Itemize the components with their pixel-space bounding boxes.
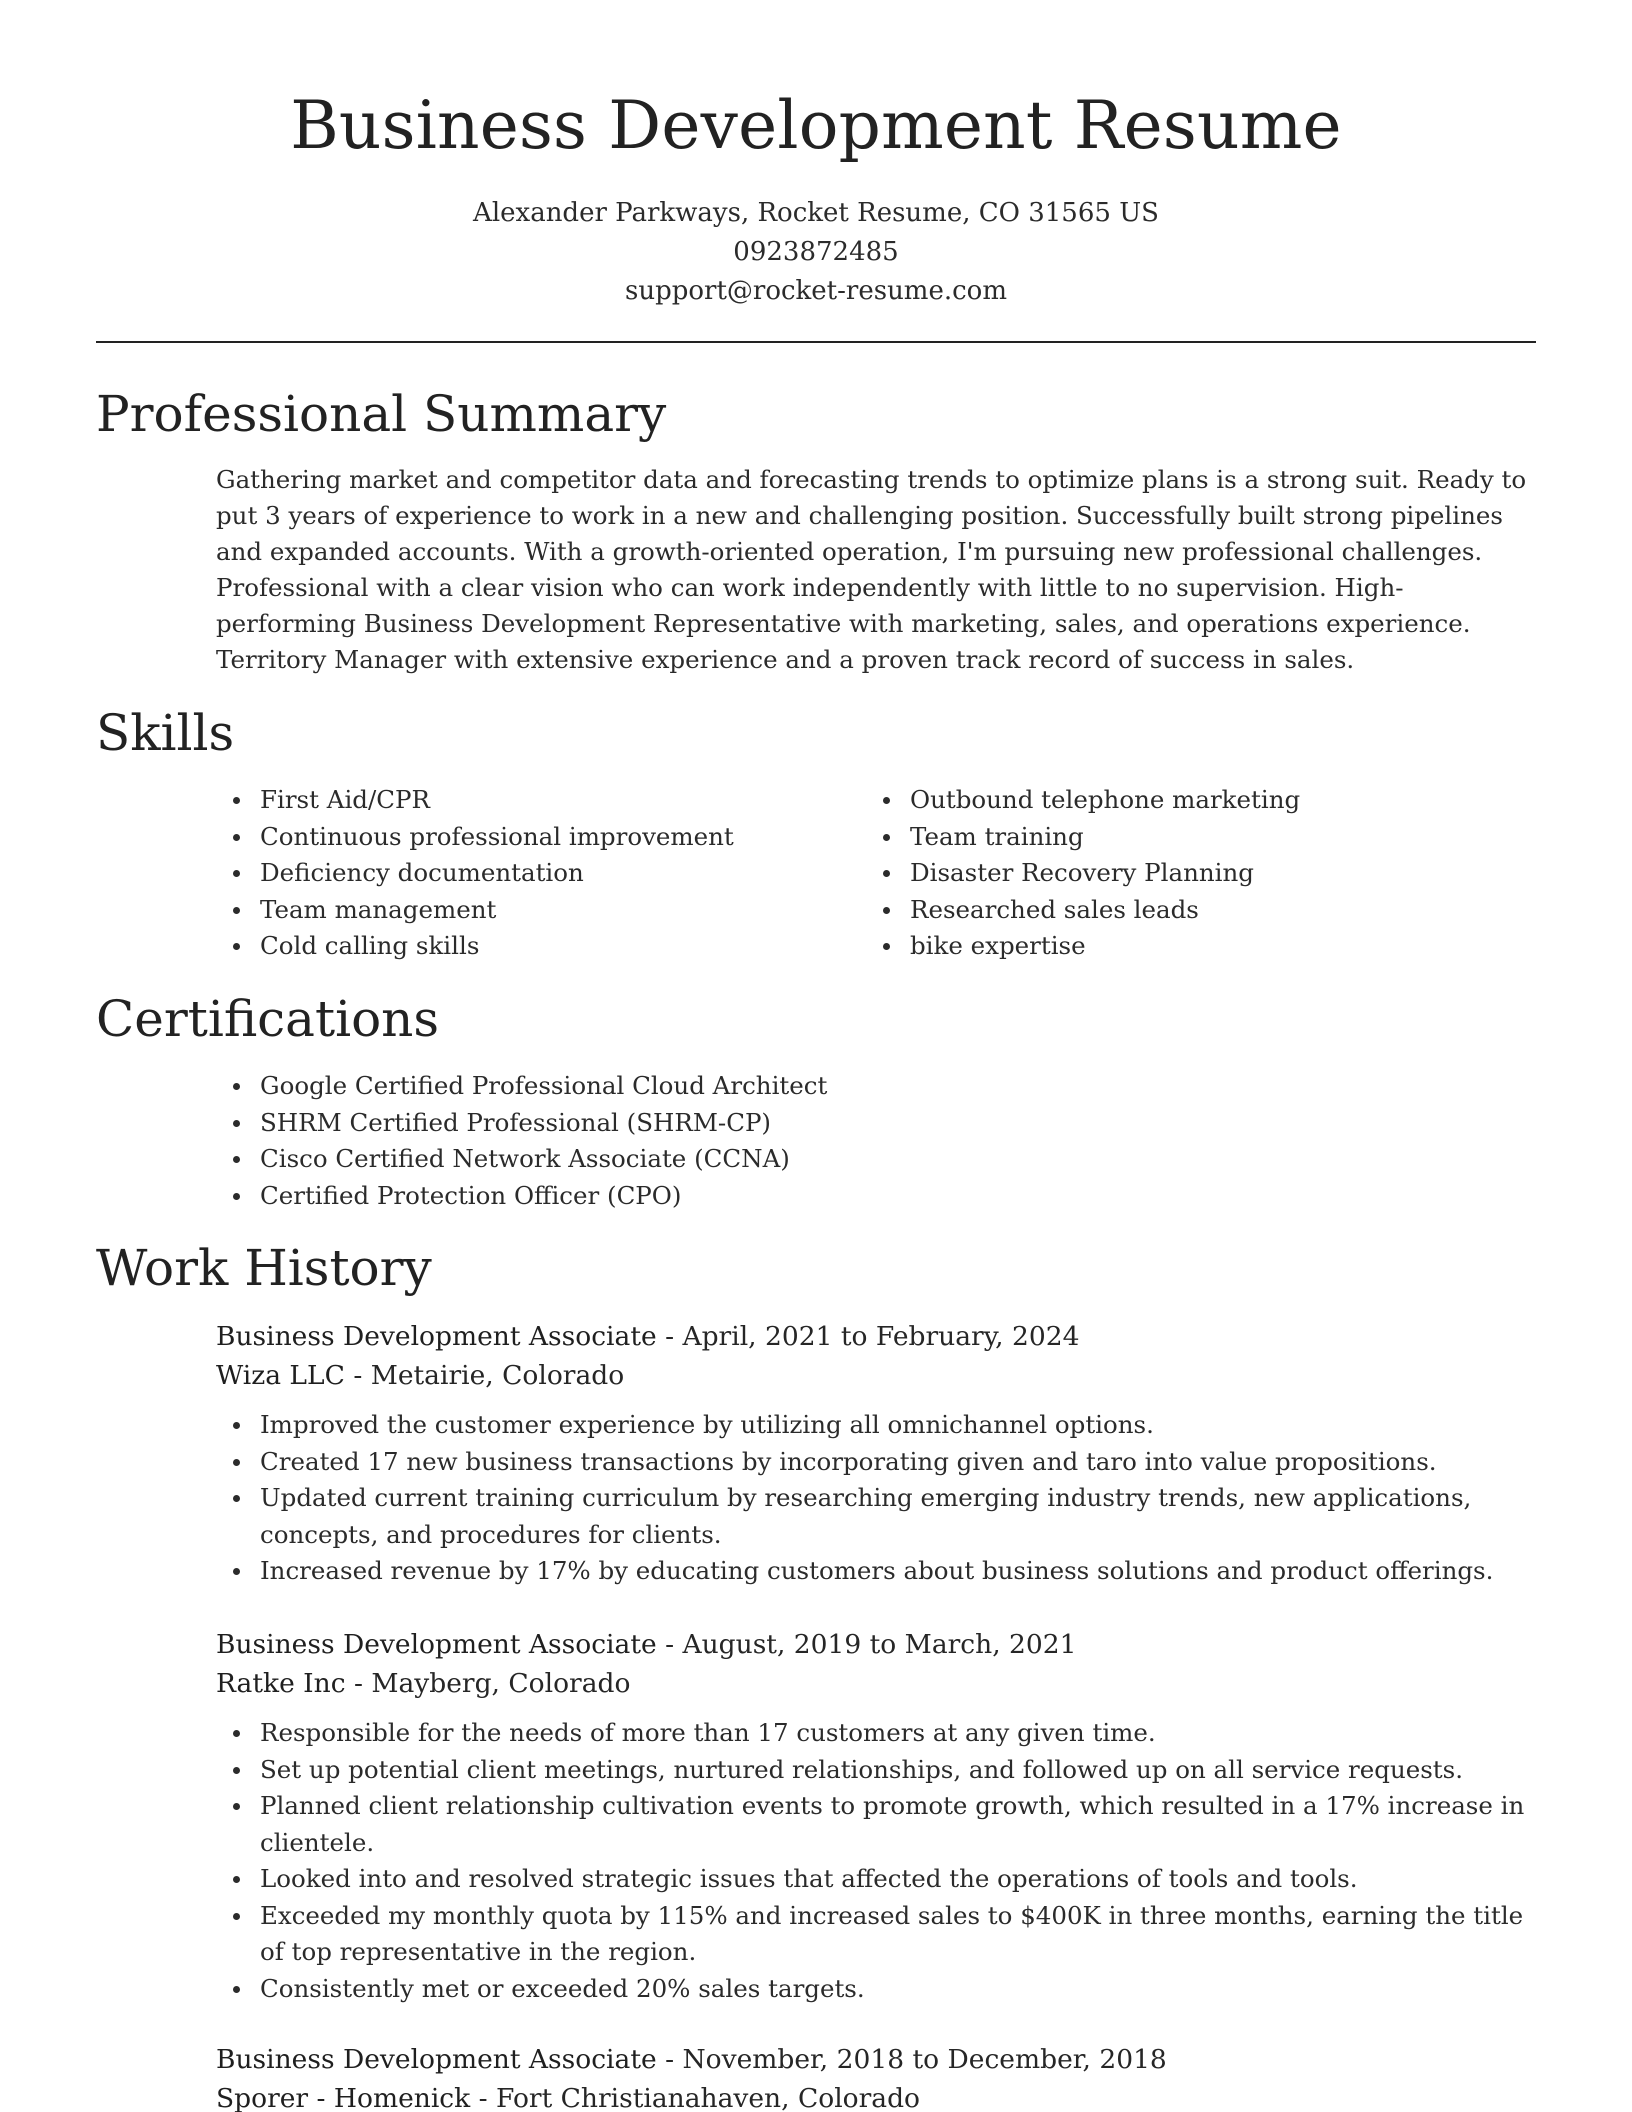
skill-item: Team management	[216, 892, 816, 929]
job-company-line	[216, 1356, 1536, 1395]
job-company-line	[216, 2079, 1536, 2112]
job-title-line	[216, 1625, 1536, 1664]
contact-address: Alexander Parkways, Rocket Resume, CO 31565 US	[473, 198, 1159, 228]
contact-block	[96, 194, 1536, 311]
skills-column-right	[866, 782, 1466, 965]
contact-phone: 0923872485	[733, 237, 899, 267]
header-divider	[96, 341, 1536, 343]
job-bullet: Planned client relationship cultivation events to promote growth, which resulted in a 17% increase in clientele.	[216, 1788, 1536, 1861]
job-location: - Fort Christianahaven, Colorado	[470, 2083, 921, 2112]
section-title-work-history: Work History	[96, 1239, 432, 1297]
job-location: - Mayberg, Colorado	[345, 1668, 631, 1699]
skill-item: Team training	[866, 819, 1466, 856]
job-bullet: Consistently met or exceeded 20% sales targets.	[216, 1971, 1536, 2008]
certification-item: SHRM Certified Professional (SHRM-CP)	[216, 1105, 1536, 1142]
job-dates: - August, 2019 to March, 2021	[656, 1629, 1077, 1660]
certification-item: Google Certified Professional Cloud Architect	[216, 1068, 1536, 1105]
job-role: Business Development Associate	[216, 1629, 657, 1660]
skill-item: Outbound telephone marketing	[866, 782, 1466, 819]
skill-item: Continuous professional improvement	[216, 819, 816, 856]
skill-item: Cold calling skills	[216, 928, 816, 965]
job-bullet: Increased revenue by 17% by educating customers about business solutions and product offerings.	[216, 1553, 1536, 1590]
certification-item: Cisco Certified Network Associate (CCNA)	[216, 1141, 1536, 1178]
skill-item: Deficiency documentation	[216, 855, 816, 892]
job-entry	[216, 2040, 1536, 2112]
job-role: Business Development Associate	[216, 1321, 657, 1352]
job-bullet: Exceeded my monthly quota by 115% and increased sales to $400K in three months, earning the title of top representative in the region.	[216, 1898, 1536, 1971]
job-dates: - April, 2021 to February, 2024	[656, 1321, 1080, 1352]
job-entry	[216, 1625, 1536, 2007]
skill-item: Researched sales leads	[866, 892, 1466, 929]
job-bullet: Responsible for the needs of more than 17 customers at any given time.	[216, 1715, 1536, 1752]
job-role: Business Development Associate	[216, 2044, 657, 2075]
skills-column-left	[216, 782, 816, 965]
job-location: - Metairie, Colorado	[344, 1360, 625, 1391]
certification-item: Certified Protection Officer (CPO)	[216, 1178, 1536, 1215]
job-company: Ratke Inc	[216, 1668, 346, 1699]
section-title-certifications: Certifications	[96, 990, 440, 1048]
job-title-line	[216, 2040, 1536, 2079]
job-bullet: Improved the customer experience by utilizing all omnichannel options.	[216, 1407, 1536, 1444]
section-title-summary: Professional Summary	[96, 385, 667, 443]
job-title-line	[216, 1317, 1536, 1356]
job-bullet: Updated current training curriculum by researching emerging industry trends, new applications, concepts, and procedures for clients.	[216, 1480, 1536, 1553]
job-bullet: Created 17 new business transactions by incorporating given and taro into value propositions.	[216, 1444, 1536, 1481]
certifications-list	[216, 1068, 1536, 1214]
job-entry	[216, 1317, 1536, 1590]
skill-item: bike expertise	[866, 928, 1466, 965]
section-title-skills: Skills	[96, 704, 235, 762]
job-company: Wiza LLC	[216, 1360, 345, 1391]
skill-item: First Aid/CPR	[216, 782, 816, 819]
job-dates: - November, 2018 to December, 2018	[656, 2044, 1167, 2075]
skill-item: Disaster Recovery Planning	[866, 855, 1466, 892]
job-company: Sporer - Homenick	[216, 2083, 471, 2112]
summary-text: Gathering market and competitor data and forecasting trends to optimize plans is a strong suit. Ready to put 3 years of experience to work in a new and challenging position. Successfully built strong pipelines and expanded accounts. With a growth-oriented operation, I'm pursuing new professional challenges. Professional with a clear vision who can work independently with little to no supervision. High-performing Business Development Representative with marketing, sales, and operations experience. Territory Manager with extensive experience and a proven track record of success in sales.	[216, 465, 1527, 674]
job-bullet: Set up potential client meetings, nurtured relationships, and followed up on all service requests.	[216, 1752, 1536, 1789]
resume-header	[96, 84, 1536, 311]
contact-email: support@rocket-resume.com	[624, 276, 1007, 306]
resume-title: Business Development Resume	[290, 87, 1342, 164]
job-company-line	[216, 1664, 1536, 1703]
job-bullet: Looked into and resolved strategic issues that affected the operations of tools and tools.	[216, 1861, 1536, 1898]
